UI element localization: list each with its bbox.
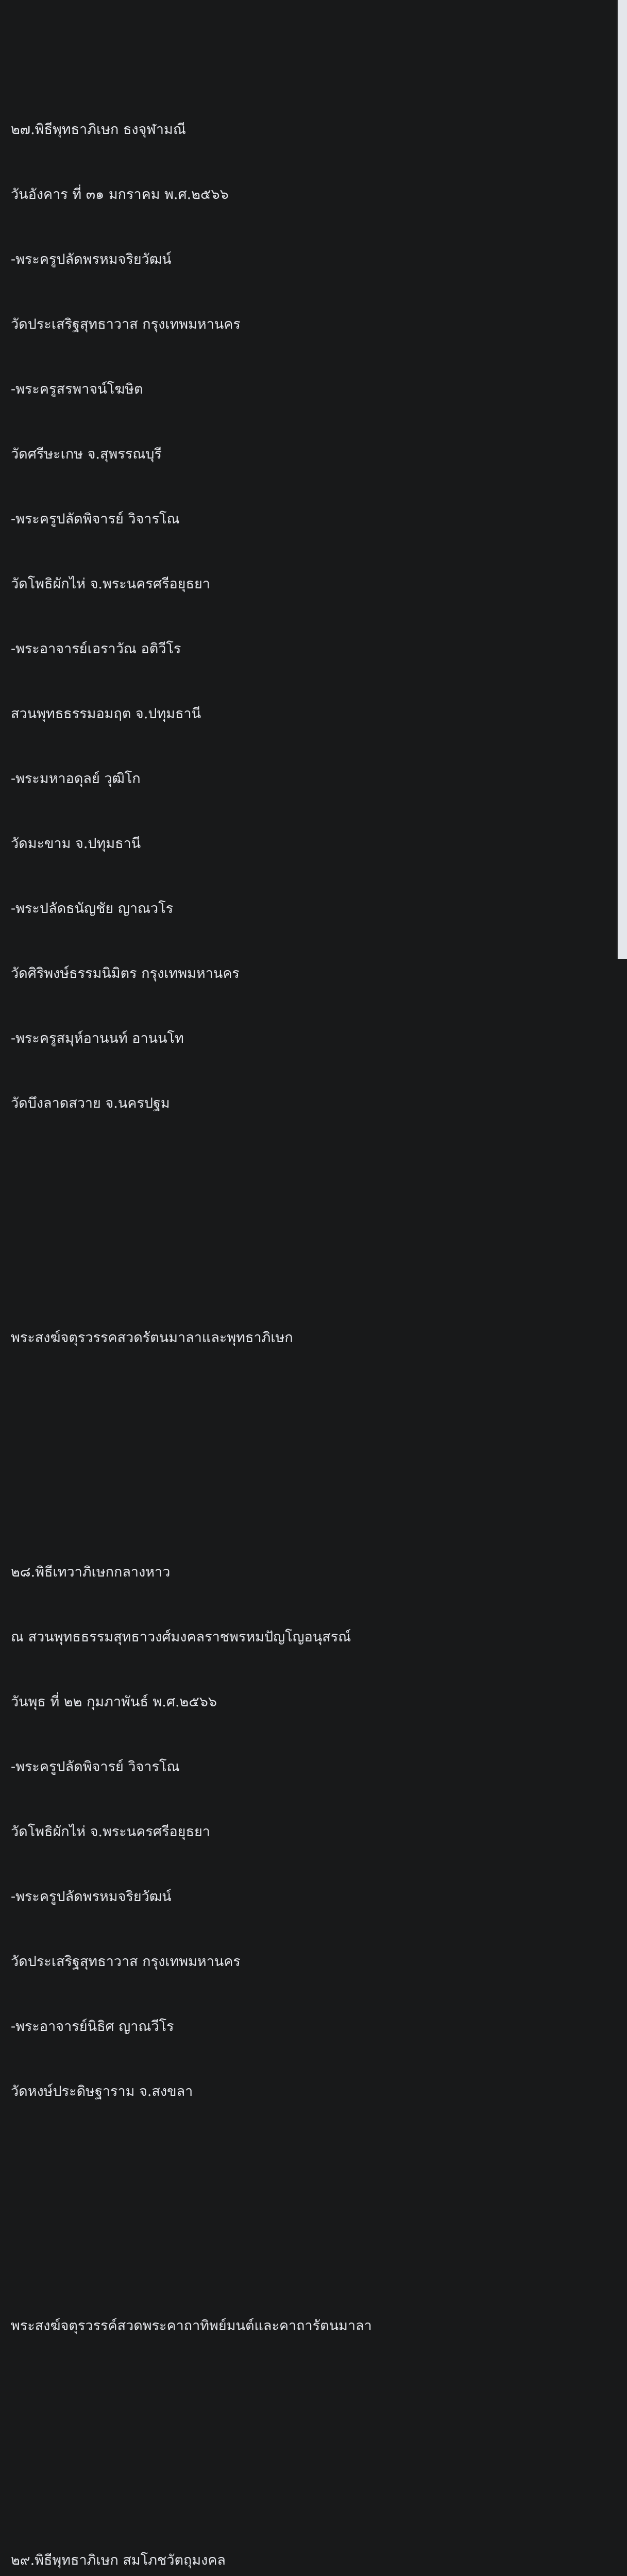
text-line: พระสงฆ์จตุรวรรคสวดรัตนมาลาและพุทธาภิเษก: [11, 1330, 293, 1346]
paragraph-gap: [11, 2424, 603, 2442]
text-line: -พระครูปลัดพิจารย์ วิจารโณ: [11, 1759, 180, 1775]
text-line: วัดประเสริฐสุทธาวาส กรุงเทพมหานคร: [11, 316, 241, 332]
text-line: วัดประเสริฐสุทธาวาส กรุงเทพมหานคร: [11, 1954, 241, 1970]
text-line: พระสงฆ์จตุรวรรค์สวดพระคาถาทิพย์มนต์และคาถารัตนมาลา: [11, 2318, 372, 2334]
section-chanting-2: [11, 2272, 603, 2380]
text-line: วัดศรีษะเกษ จ.สุพรรณบุรี: [11, 446, 162, 462]
text-line: วันพุธ ที่ ๒๒ กุมภาพันธ์ พ.ศ.๒๕๖๖: [11, 1694, 217, 1710]
paragraph-gap: [11, 2189, 603, 2207]
text-line: -พระครูสมุห์อานนท์ อานนโท: [11, 1030, 184, 1046]
section-ceremony-27: [11, 76, 603, 1158]
text-line: -พระครูปลัดพิจารย์ วิจารโณ: [11, 511, 180, 527]
text-line: ๒๗.พิธีพุทธาภิเษก ธงจุฬามณี: [11, 122, 186, 138]
section-ceremony-29: [11, 2506, 603, 2576]
text-line: -พระอาจารย์เอราวัณ อติวีโร: [11, 641, 181, 657]
post-text-body: [11, 11, 603, 2576]
text-line: -พระปลัดธนัญชัย ญาณวโร: [11, 901, 174, 917]
text-line: วัดมะขาม จ.ปทุมธานี: [11, 836, 141, 852]
paragraph-gap: [11, 1435, 603, 1453]
section-chanting-1: [11, 1284, 603, 1392]
vertical-scrollbar[interactable]: [617, 0, 627, 959]
text-line: ณ สวนพุทธธรรมสุทธาวงศ์มงคลราชพรหมปัญโญอนุสรณ์: [11, 1629, 351, 1645]
text-line: -พระครูปลัดพรหมจริยวัฒน์: [11, 1889, 172, 1905]
text-line: ๒๘.พิธีเทวาภิเษกกลางหาว: [11, 1564, 171, 1580]
text-line: วันอังคาร ที่ ๓๑ มกราคม พ.ศ.๒๕๖๖: [11, 187, 229, 202]
text-line: สวนพุทธธรรมอมฤต จ.ปทุมธานี: [11, 706, 201, 722]
paragraph-gap: [11, 1201, 603, 1219]
text-line: -พระครูสรพาจน์โฆษิต: [11, 381, 143, 397]
text-line: -พระมหาอดุลย์ วุฒิโก: [11, 771, 141, 787]
text-line: -พระครูปลัดพรหมจริยวัฒน์: [11, 251, 172, 267]
text-line: -พระอาจารย์นิธิศ ญาณวีโร: [11, 2019, 174, 2035]
text-line: วัดโพธิผักไห่ จ.พระนครศรีอยุธยา: [11, 1824, 210, 1840]
text-line: วัดศิริพงษ์ธรรมนิมิตร กรุงเทพมหานคร: [11, 965, 240, 981]
section-ceremony-28: [11, 1518, 603, 2146]
text-line: วัดโพธิผักไห่ จ.พระนครศรีอยุธยา: [11, 576, 210, 592]
text-line: วัดหงษ์ประดิษฐาราม จ.สงขลา: [11, 2083, 193, 2099]
text-line: วัดบึงลาดสวาย จ.นครปฐม: [11, 1095, 170, 1111]
text-line: ๒๙.พิธีพุทธาภิเษก สมโภชวัตถุมงคล: [11, 2552, 226, 2568]
